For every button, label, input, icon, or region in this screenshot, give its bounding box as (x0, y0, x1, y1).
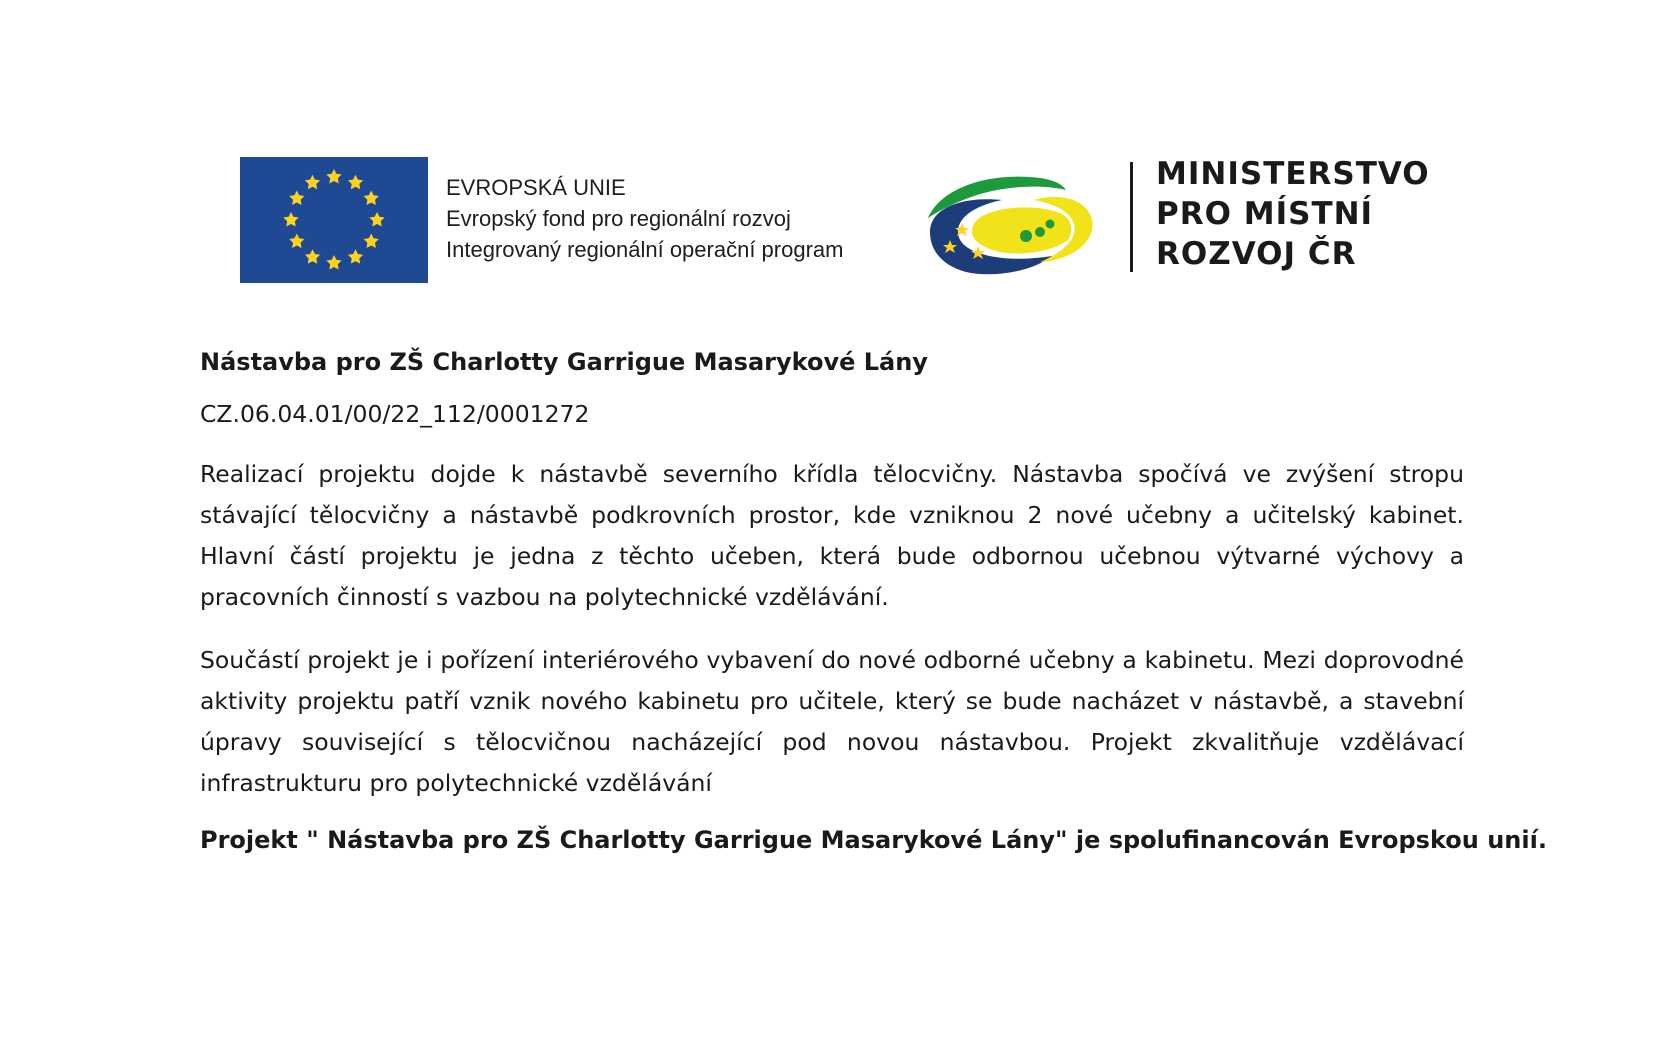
ministry-logo-text (1156, 154, 1430, 274)
eu-stars-graphic (240, 157, 428, 283)
logo-header (0, 0, 1654, 300)
project-title: Nástavba pro ZŠ Charlotty Garrigue Masarykové Lány (200, 348, 928, 376)
eu-logo-text (446, 172, 843, 265)
eu-flag-icon (240, 157, 428, 283)
ministry-swoosh-logo-icon (922, 160, 1102, 280)
cofinancing-statement: Projekt " Nástavba pro ZŠ Charlotty Garrigue Masarykové Lány" je spolufinancován Evropskou unií. (200, 826, 1547, 854)
paragraph-activities: Součástí projekt je i pořízení interiérového vybavení do nové odborné učebny a kabinetu. Mezi doprovodné aktivity projektu patří vznik nového kabinetu pro učitele, který se bude nacházet v nástavbě, a stavební úpravy související s tělocvičnou nacházející pod novou nástavbou. Projekt zkvalitňuje vzdělávací infrastrukturu pro polytechnické vzdělávání (200, 646, 1464, 797)
eu-program-label: Integrovaný regionální operační program (446, 237, 844, 262)
ministry-swoosh-graphic (922, 160, 1102, 280)
eu-fund-label: Evropský fond pro regionální rozvoj (446, 206, 791, 231)
document-body (200, 348, 1547, 854)
ministry-line-3: ROZVOJ ČR (1156, 236, 1357, 272)
ministry-line-1: MINISTERSTVO (1156, 156, 1430, 192)
paragraph-description: Realizací projektu dojde k nástavbě severního křídla tělocvičny. Nástavba spočívá ve zvýšení stropu stávající tělocvičny a nástavbě podkrovních prostor, kde vzniknou 2 nové učebny a učitelský kabinet. Hlavní částí projektu je jedna z těchto učeben, která bude odbornou učebnou výtvarné výchovy a pracovních činností s vazbou na polytechnické vzdělávání. (200, 460, 1464, 611)
project-code: CZ.06.04.01/00/22_112/0001272 (200, 400, 590, 428)
ministry-line-2: PRO MÍSTNÍ (1156, 196, 1374, 232)
eu-union-label: EVROPSKÁ UNIE (446, 175, 626, 200)
logo-divider (1130, 162, 1133, 272)
